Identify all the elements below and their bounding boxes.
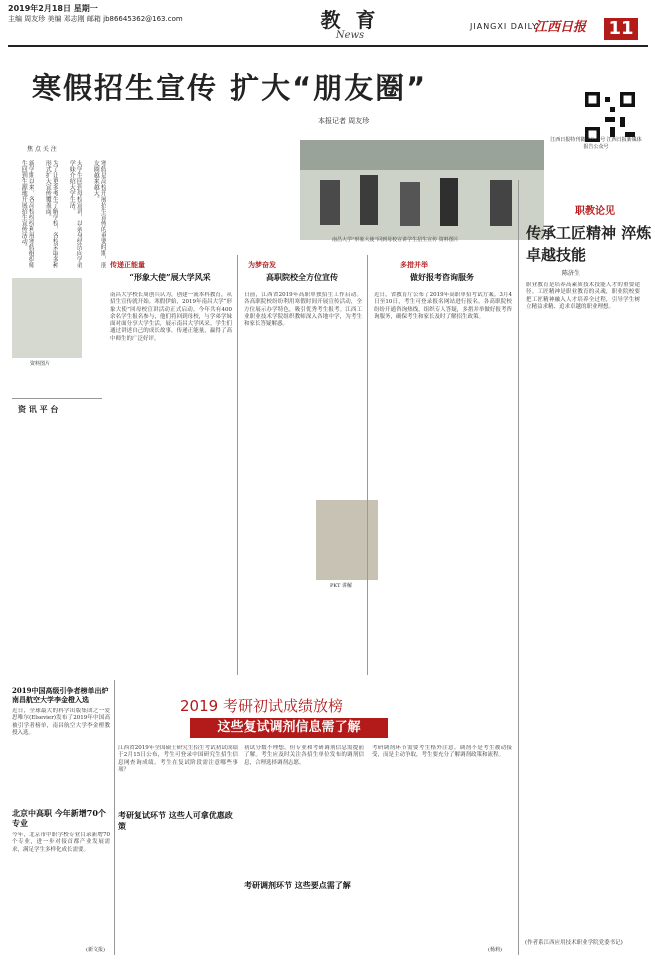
right-footnote: (作者系江西应用技术职业学院党委书记) xyxy=(525,940,623,946)
qr-caption: 江西日报特刊微信公众号 江西日报新媒体报告公众号 xyxy=(550,137,642,150)
col2-text: 日前，江西省2019年高职单独招生工作启动。各高职院校纷纷利用寒假时间开展宣传活动，全方位展示办学特色，吸引优秀考生报考。江西工业职业技术学院组织教师深入各地中学，为考生和家长答疑解惑。 xyxy=(244,292,362,328)
qr-code[interactable] xyxy=(585,92,635,142)
col2-label: 为梦奋发 xyxy=(248,260,276,269)
col1-title: “形象大使”展大学风采 xyxy=(129,272,211,282)
col1-label: 传递正能量 xyxy=(110,260,145,269)
exam-sub-banner: 这些复试调剂信息需了解 xyxy=(190,718,388,738)
exam-col2-head: 考研调剂环节 这些要点需了解 xyxy=(244,880,351,890)
reporter-byline: 本报记者 周友珍 xyxy=(318,117,370,125)
main-photo-caption: 南昌大学“形象大使”回到母校宣讲学生招生宣传 资料图片 xyxy=(332,237,459,243)
news-item-title: 2019中国高级引争者榜单出炉 南昌航空大学李金橙入选 xyxy=(12,686,109,704)
sidebar-column: 大学生回到母校宣讲，以亲身经历向学弟学妹介绍大学生活。 xyxy=(68,160,83,268)
header-rule xyxy=(8,45,648,47)
sidebar-photo-caption: 资料图片 xyxy=(30,361,51,367)
sidebar-column: 为了让更多考生了解学校，各校采取多种形式扩大宣传覆盖面。 xyxy=(44,160,59,268)
right-tag: 职教论见 xyxy=(575,206,615,217)
col1-text: 南昌大学校长周创兵认为，创建一流本科教育，从招生宣传就开始。寒假伊始，2019年南昌大学“形象大使”回母校宣讲活动正式启动。今年共有400余名学生报名参与，他们将回到母校，与学弟学妹面对面分享大学生活，展示南昌大学风采。学生们通过讲述自己的成长故事，传递正能量，赢得了高中师生的广泛好评。 xyxy=(110,292,232,342)
col2-title: 高职院校全方位宣传 xyxy=(266,272,338,282)
exam-credit: (杨莉) xyxy=(488,947,502,953)
col3-text: 近日，省教育厅公布了2019年高职单招考试方案。3月4日至10日，考生可登录报名网站进行报名。各高职院校纷纷开通咨询热线，组织专人答疑，多措并举做好报考咨询服务，确保考生和家长及时了解招生政策。 xyxy=(374,292,512,320)
page-headline: 寒假招生宣传 扩大“朋友圈” xyxy=(32,71,428,105)
main-photo xyxy=(300,140,544,240)
exam-col1-head: 考研复试环节 这些人可拿优惠政策 xyxy=(118,810,233,831)
right-author: 陈济生 xyxy=(562,270,581,277)
divider xyxy=(518,180,519,955)
page-number: 11 xyxy=(604,18,638,40)
divider xyxy=(237,255,238,675)
side-box-credit: (新文报) xyxy=(86,947,105,953)
editors-line: 主编 周友珍 美编 邓志刚 邮箱 jb86645362@163.com xyxy=(8,15,183,23)
paper-name-en: JIANGXI DAILY xyxy=(470,22,538,31)
exam-text-a: 江西省2019年全国硕士研究生招生考试初试成绩于2月15日公布，考生可登录中国研究生招生信息网查询成绩。考生在复试阶段需注意哪些事项？ xyxy=(118,745,238,773)
col3-label: 多措并举 xyxy=(400,260,428,269)
exam-text-c: 考研调剂环节需要考生格外注意。调剂不是考生被动接受，而是主动争取，考生要充分了解调剂政策和流程。 xyxy=(372,745,512,759)
brand-logo: 江西日报 xyxy=(534,20,587,35)
right-title: 传承工匠精神 淬炼卓越技能 xyxy=(526,224,652,264)
divider xyxy=(12,398,102,399)
col3-title: 做好报考咨询服务 xyxy=(410,272,474,282)
sidebar-title: 焦 点 关 注 xyxy=(27,146,57,153)
news-item-text: 今年，北京市中职学校专业目录新增70个专业，进一步对接首都产业发展需求，满足学生多样化成长需要。 xyxy=(12,832,110,853)
right-text: 职业教育是培养高素质技术技能人才的重要途径。工匠精神是职业教育的灵魂，职业院校要把工匠精神融入人才培养全过程，引导学生树立精益求精、追求卓越的职业理想。 xyxy=(526,282,640,310)
divider xyxy=(367,255,368,675)
sidebar-photo xyxy=(12,278,82,358)
section-name: 教 育 xyxy=(320,8,380,32)
exam-text-b: 初试分数不理想，但专业和考研调剂信息需提前了解。考生应及时关注各招生单位发布的调剂信息，合理选择调剂志愿。 xyxy=(244,745,364,766)
col2-photo xyxy=(316,500,378,580)
sidebar-column: 新学期以来，各高校纷纷利用寒假组织师生回到生源地开展招生宣传活动。 xyxy=(20,160,35,268)
side-box-title: 资 讯 平 台 xyxy=(18,404,59,414)
header-left xyxy=(8,4,183,24)
section-name-en: News xyxy=(335,30,365,41)
news-item-title: 北京中高职 今年新增70个专业 xyxy=(12,808,106,828)
sidebar-column: 寒假是高校开展招生宣传的重要时期，朋友圈越来越大。 xyxy=(92,160,107,268)
news-item-text: 近日，全球最大的科学出版集团之一爱思唯尔(Elsevier)发布了2019年中国高被引学者榜单，南昌航空大学李金橙教授入选。 xyxy=(12,708,110,736)
issue-date: 2019年2月18日 星期一 xyxy=(8,4,98,13)
divider xyxy=(114,680,115,955)
exam-banner: 2019 考研初试成绩放榜 xyxy=(180,697,343,715)
section-title xyxy=(290,4,410,41)
pkt-caption: PKT 讲解 xyxy=(330,583,353,589)
